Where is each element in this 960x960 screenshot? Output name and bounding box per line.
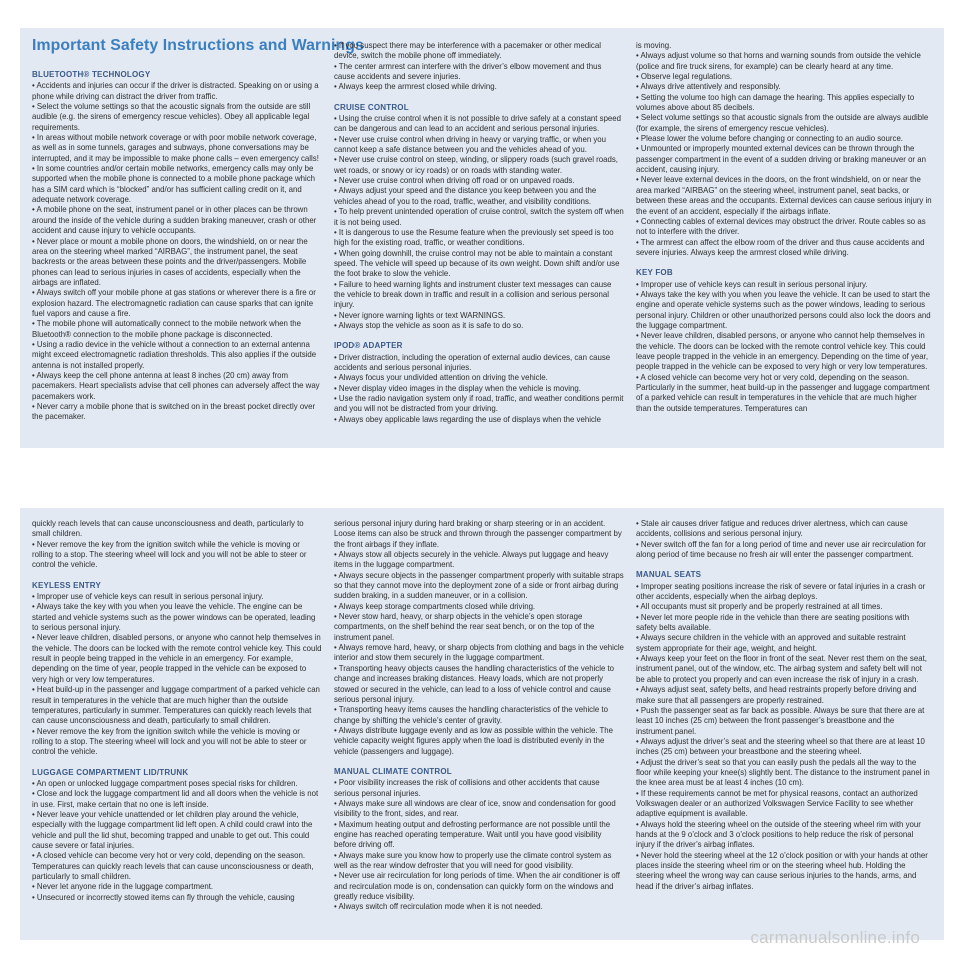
paragraph: • Transporting heavy objects causes the handling characteristics of the vehicle to change and increases braking distances. Heavy loads, which are not properly stowed or secured in the vehicle, can lead to a loss of vehicle control and cause serious personal injury. <box>334 663 615 704</box>
paragraph: quickly reach levels that can cause unconsciousness and death, particularly to small children. <box>32 519 304 539</box>
paragraph: • Always switch off your mobile phone at gas stations or wherever there is a fire or explosion hazard. The electromagnetic radiation can cause sparks that can ignite fuel vapors and cause a fire. <box>32 288 316 318</box>
paragraph: • When going downhill, the cruise control may not be able to maintain a constant speed. The vehicle will speed up because of its own weight. Down shift and/or use the foot brake to slow the vehicle. <box>334 248 620 279</box>
paragraph: serious personal injury during hard braking or sharp steering or in an accident. Loose items can also be struck and thrown through the passenger compartment by the front airbags if they inflate. <box>334 519 622 549</box>
paragraph: • Never hold the steering wheel at the 12 o’clock position or with your hands at other places inside the steering wheel rim or on the steering wheel hub. Holding the steering wheel the wrong way can cause serious injuries to the hands, arms, and head if the driver’s airbag inflates. <box>636 850 928 891</box>
paragraph: • Using a radio device in the vehicle without a connection to an external antenna might exceed electromagnetic radiation thresholds. This also applies if the outside antenna is not installed properly. <box>32 339 317 370</box>
paragraph: • Always keep the cell phone antenna at least 8 inches (20 cm) away from pacemakers. Heart specialists advise that cell phones can adversely affect the way pacemakers work. <box>32 370 320 401</box>
paragraph: • Connecting cables of external devices may obstruct the driver. Route cables so as not to interfere with the driver. <box>636 216 926 237</box>
paragraph: • Push the passenger seat as far back as possible. Always be sure that there are at least 10 inches (25 cm) between the front passenger’s breastbone and the instrument panel. <box>636 705 925 736</box>
paragraph: • Always distribute luggage evenly and as low as possible within the vehicle. The vehicle capacity weight figures apply when the load is distributed evenly in the vehicle (passengers and luggage). <box>334 725 614 756</box>
paragraph: • Improper use of vehicle keys can result in serious personal injury. <box>32 592 264 602</box>
paragraph: • Always make sure all windows are clear of ice, snow and condensation for good visibility to the front, sides, and rear. <box>334 798 616 819</box>
paragraph: • Observe legal regulations. <box>636 72 733 82</box>
paragraph: • Never let more people ride in the vehicle than there are seating positions with safety belts available. <box>636 612 910 633</box>
paragraph: • The mobile phone will automatically connect to the mobile network when the Bluetooth® connection to the mobile phone package is disconnected. <box>32 319 302 339</box>
paragraph: • Always stow all objects securely in the vehicle. Always put luggage and heavy items in the luggage compartment. <box>334 550 609 570</box>
page-title: Important Safety Instructions and Warnings <box>32 37 364 54</box>
top-column-1 <box>32 70 322 423</box>
paragraph: • Accidents and injuries can occur if the driver is distracted. Speaking on or using a phone while driving can distract the driver from traffic. <box>32 81 319 101</box>
section-heading: BLUETOOTH® TECHNOLOGY <box>32 70 151 79</box>
bottom-column-2 <box>334 519 624 913</box>
paragraph: • Maximum heating output and defrosting performance are not possible until the engine has reached operating temperature. Wait until you have good visibility before driving off. <box>334 819 611 850</box>
paragraph: • Always drive attentively and responsibly. <box>636 82 781 92</box>
paragraph: • Never leave children, disabled persons, or anyone who cannot help themselves in the vehicle. The doors can be locked with the remote control vehicle key. This could leave people trapped in the vehicle in an emergency. Depending on the time of year, people trapped in the vehicle can be exposed to very high or very low temperatures. <box>636 331 929 372</box>
section-heading: IPOD® ADAPTER <box>334 341 403 351</box>
paragraph: • Always take the key with you when you leave the vehicle. It can be used to start the engine and operate vehicle systems such as the power windows, leading to serious personal injury. Children or other unauthorized persons could also lock the doors and the luggage compartment. <box>636 289 931 330</box>
top-column-2 <box>334 41 624 425</box>
paragraph: • Always keep the armrest closed while driving. <box>334 82 497 92</box>
top-column-3 <box>636 41 932 414</box>
paragraph: • Never leave your vehicle unattended or let children play around the vehicle, especially with the luggage compartment lid left open. A child could crawl into the vehicle and pull the lid shut, becoming trapped and unable to get out. This could cause severe or fatal injuries. <box>32 809 313 850</box>
paragraph: • The armrest can affect the elbow room of the driver and thus cause accidents and severe injuries. Always keep the armrest closed while driving. <box>636 237 925 257</box>
section-heading: CRUISE CONTROL <box>334 102 409 112</box>
paragraph: • Select the volume settings so that the acoustic signals from the outside are still audible (e.g. the sirens of emergency rescue vehicles). Obey all applicable legal requirements. <box>32 102 311 132</box>
paragraph: • Never leave external devices in the doors, on the front windshield, on or near the area marked “AIRBAG” on the steering wheel, instrument panel, seat backs, or between these areas and the occupants. External devices can cause serious injury in the event of an accident, especially if the airbags inflate. <box>636 175 932 216</box>
paragraph: • Always obey applicable laws regarding the use of displays when the vehicle <box>334 414 601 424</box>
paragraph: • Transporting heavy items causes the handling characteristics of the vehicle to change by shifting the vehicle’s center of gravity. <box>334 705 608 725</box>
paragraph: • Use the radio navigation system only if road, traffic, and weather conditions permit and you will not be distracted from your driving. <box>334 394 624 414</box>
paragraph: • The center armrest can interfere with the driver’s elbow movement and thus cause accidents and severe injuries. <box>334 61 602 82</box>
paragraph: • A closed vehicle can become very hot or very cold, depending on the season. Particularly in the summer, heat build-up in the passenger and luggage compartment of a parked vehicle can result in temperatures in the vehicle that are much higher than the outside temperatures. Temperatures can <box>636 372 930 413</box>
paragraph: • Always secure children in the vehicle with an approved and suitable restraint system appropriate for their age, weight, and height. <box>636 633 906 653</box>
paragraph: • Close and lock the luggage compartment lid and all doors when the vehicle is not in use. First, make certain that no one is left inside. <box>32 789 319 809</box>
paragraph: • Never stow hard, heavy, or sharp objects in the vehicle’s open storage compartments, on the shelf behind the rear seat bench, or on the top of the instrument panel. <box>334 612 595 642</box>
paragraph: • Unmounted or improperly mounted external devices can be thrown through the passenger compartment in the event of a sudden driving or braking maneuver or an accident, causing injury. <box>636 144 926 175</box>
paragraph: • Always adjust your speed and the distance you keep between you and the vehicles ahead of you to the road, traffic, weather, and visibility conditions. <box>334 186 597 206</box>
paragraph: • It is dangerous to use the Resume feature when the previously set speed is too high for the existing road, traffic, or weather conditions. <box>334 227 614 248</box>
paragraph: • Never remove the key from the ignition switch while the vehicle is moving or rolling to a stop. The steering wheel will lock and you will not be able to steer or control the vehicle. <box>32 539 307 570</box>
paragraph: • Heat build-up in the passenger and luggage compartment of a parked vehicle can result in temperatures in the vehicle that are much higher than the outside temperatures, particularly in summer. Temperatures can quickly reach levels that can cause unconsciousness and death, particularly to small children. <box>32 685 320 726</box>
paragraph: • Never place or mount a mobile phone on doors, the windshield, on or near the area on the steering wheel marked “AIRBAG”, the instrument panel, the seat backrests or the areas between these points and the driver/passengers. Mobile phones can lead to serious injuries in cases of accidents, especially when the airbags are inflated. <box>32 236 308 287</box>
paragraph: • An open or unlocked luggage compartment poses special risks for children. <box>32 778 298 788</box>
paragraph: • All occupants must sit properly and be properly restrained at all times. <box>636 602 883 612</box>
paragraph: • Never use cruise control on steep, winding, or slippery roads (such gravel roads, wet roads, or snowy or icy roads) or on roads with standing water. <box>334 155 618 175</box>
paragraph: • Always adjust volume so that horns and warning sounds from outside the vehicle (police and fire truck sirens, for example) can be clearly heard at any time. <box>636 51 921 71</box>
bottom-column-1 <box>32 519 322 903</box>
paragraph: • Select volume settings so that acoustic signals from the outside are always audible (for example, the sirens of emergency rescue vehicles). <box>636 113 929 133</box>
watermark: carmanualsonline.info <box>750 928 920 947</box>
section-heading: MANUAL SEATS <box>636 570 702 580</box>
paragraph: • Always focus your undivided attention on driving the vehicle. <box>334 373 548 383</box>
paragraph: • Never switch off the fan for a long period of time and never use air recirculation for along period of time because no fresh air will enter the passenger compartment. <box>636 539 926 560</box>
paragraph: • Never use cruise control when driving in heavy or varying traffic, or when you cannot keep a safe distance between you and the vehicles ahead of you. <box>334 134 607 155</box>
section-heading: KEY FOB <box>636 268 673 278</box>
paragraph: • Never remove the key from the ignition switch while the vehicle is moving or rolling to a stop. The steering wheel will lock and you will not be able to steer or control the vehicle. <box>32 726 307 757</box>
paragraph: • Always adjust seat, safety belts, and head restraints properly before driving and make sure that all passengers are properly restrained. <box>636 685 917 705</box>
paragraph: • Never use air recirculation for long periods of time. When the air conditioner is off and recirculation mode is on, condensation can quickly form on the windows and greatly reduce visibility. <box>334 871 620 902</box>
paragraph: • Improper use of vehicle keys can result in serious personal injury. <box>636 279 868 289</box>
paragraph: • Always adjust the driver’s seat and the steering wheel so that there are at least 10 inches (25 cm) between your breastbone and the steering wheel. <box>636 736 925 757</box>
paragraph: • Please lower the volume before changing or connecting to an audio source. <box>636 134 903 144</box>
paragraph: • Improper seating positions increase the risk of severe or fatal injuries in a crash or other accidents, especially when the airbag deploys. <box>636 581 926 602</box>
paragraph: • Always keep storage compartments closed while driving. <box>334 601 536 611</box>
paragraph: • Never let anyone ride in the luggage compartment. <box>32 882 214 892</box>
paragraph: • In some countries and/or certain mobile networks, emergency calls may only be supported when the mobile phone is connected to a mobile phone package which has a SIM card which is “blocked” and/or has sufficient calling credit on it, and adequate network coverage. <box>32 164 316 205</box>
paragraph: • Always make sure you know how to properly use the climate control system as well as the rear window defroster that you will need for good visibility. <box>334 850 612 870</box>
paragraph: • Always switch off recirculation mode when it is not needed. <box>334 902 543 912</box>
paragraph: • Never leave children, disabled persons, or anyone who cannot help themselves in the vehicle. The doors can be locked with the remote control vehicle key. This could result in people being trapped in the vehicle in an emergency. For example, depending on the time of year, people trapped in the vehicle can be exposed to very high or very low temperatures. <box>32 633 322 684</box>
section-heading: LUGGAGE COMPARTMENT LID/TRUNK <box>32 767 189 777</box>
paragraph: • Poor visibility increases the risk of collisions and other accidents that cause serious personal injuries. <box>334 778 600 798</box>
paragraph: • Stale air causes driver fatigue and reduces driver alertness, which can cause accidents, collisions and serious personal injury. <box>636 519 908 539</box>
paragraph: • Using the cruise control when it is not possible to drive safely at a constant speed can be dangerous and can lead to an accident and serious personal injuries. <box>334 114 622 134</box>
paragraph: • Always take the key with you when you leave the vehicle. The engine can be started and vehicle systems such as the power windows can be operated, leading to serious personal injury. <box>32 602 316 633</box>
paragraph: • A mobile phone on the seat, instrument panel or in other places can be thrown around the inside of the vehicle during a sudden braking maneuver, crash or other accident and cause injury to vehicle occupants. <box>32 205 317 236</box>
section-heading: MANUAL CLIMATE CONTROL <box>334 766 452 776</box>
paragraph: • To help prevent unintended operation of cruise control, switch the system off when it is not being used. <box>334 207 624 227</box>
paragraph: • Failure to heed warning lights and instrument cluster text messages can cause the vehicle to break down in traffic and result in a collision and serious personal injury. <box>334 279 612 310</box>
paragraph: • Never display video images in the display when the vehicle is moving. <box>334 383 581 393</box>
paragraph: • If you suspect there may be interference with a pacemaker or other medical device, switch the mobile phone off immediately. <box>334 41 601 61</box>
paragraph: • Adjust the driver’s seat so that you can easily push the pedals all the way to the floor while keeping your knee(s) slightly bent. The distance to the instrument panel in the knee area must be at least 4 inches (10 cm). <box>636 757 930 788</box>
paragraph: • Unsecured or incorrectly stowed items can fly through the vehicle, causing <box>32 892 295 902</box>
paragraph: • A closed vehicle can become very hot or very cold, depending on the season. Temperatures can quickly reach levels that can cause unconsciousness or death, particularly to small children. <box>32 851 314 881</box>
paragraph: • Always keep your feet on the floor in front of the seat. Never rest them on the seat, instrument panel, out of the window, etc. The airbag system and safety belt will not be able to protect you properly and can even increase the risk of injury in a crash. <box>636 654 927 684</box>
paragraph: is moving. <box>636 41 672 50</box>
paragraph: • If these requirements cannot be met for physical reasons, contact an authorized Volkswagen dealer or an authorized Volkswagen Service Facility to see whether adaptive equipment is available. <box>636 788 918 819</box>
paragraph: • In areas without mobile network coverage or with poor mobile network coverage, as well as in some tunnels, garages and subways, phone conversations may be interrupted, and it may be impossible to make phone calls – even emergency calls! <box>32 133 319 163</box>
bottom-column-3 <box>636 519 932 892</box>
paragraph: • Always hold the steering wheel on the outside of the steering wheel rim with your hands at the 9 o’clock and 3 o’clock positions to help reduce the risk of personal injury if the driver’s airbag inflates. <box>636 819 921 850</box>
paragraph: • Never use cruise control when driving off road or on unpaved roads. <box>334 176 575 186</box>
paragraph: • Always remove hard, heavy, or sharp objects from clothing and bags in the vehicle interior and stow them securely in the luggage compartment. <box>334 643 624 663</box>
paragraph: • Never ignore warning lights or text WARNINGS. <box>334 310 506 320</box>
paragraph: • Always secure objects in the passenger compartment properly with suitable straps so that they cannot move into the deployment zone of a side or front airbag during sudden braking, in a sudden maneuver, or in a collision. <box>334 570 624 601</box>
section-heading: KEYLESS ENTRY <box>32 580 101 590</box>
paragraph: • Driver distraction, including the operation of external audio devices, can cause accidents and serious personal injuries. <box>334 352 611 372</box>
paragraph: • Setting the volume too high can damage the hearing. This applies especially to volumes above about 85 decibels. <box>636 92 915 113</box>
paragraph: • Always stop the vehicle as soon as it is safe to do so. <box>334 320 524 330</box>
paragraph: • Never carry a mobile phone that is switched on in the breast pocket directly over the pacemaker. <box>32 402 316 422</box>
